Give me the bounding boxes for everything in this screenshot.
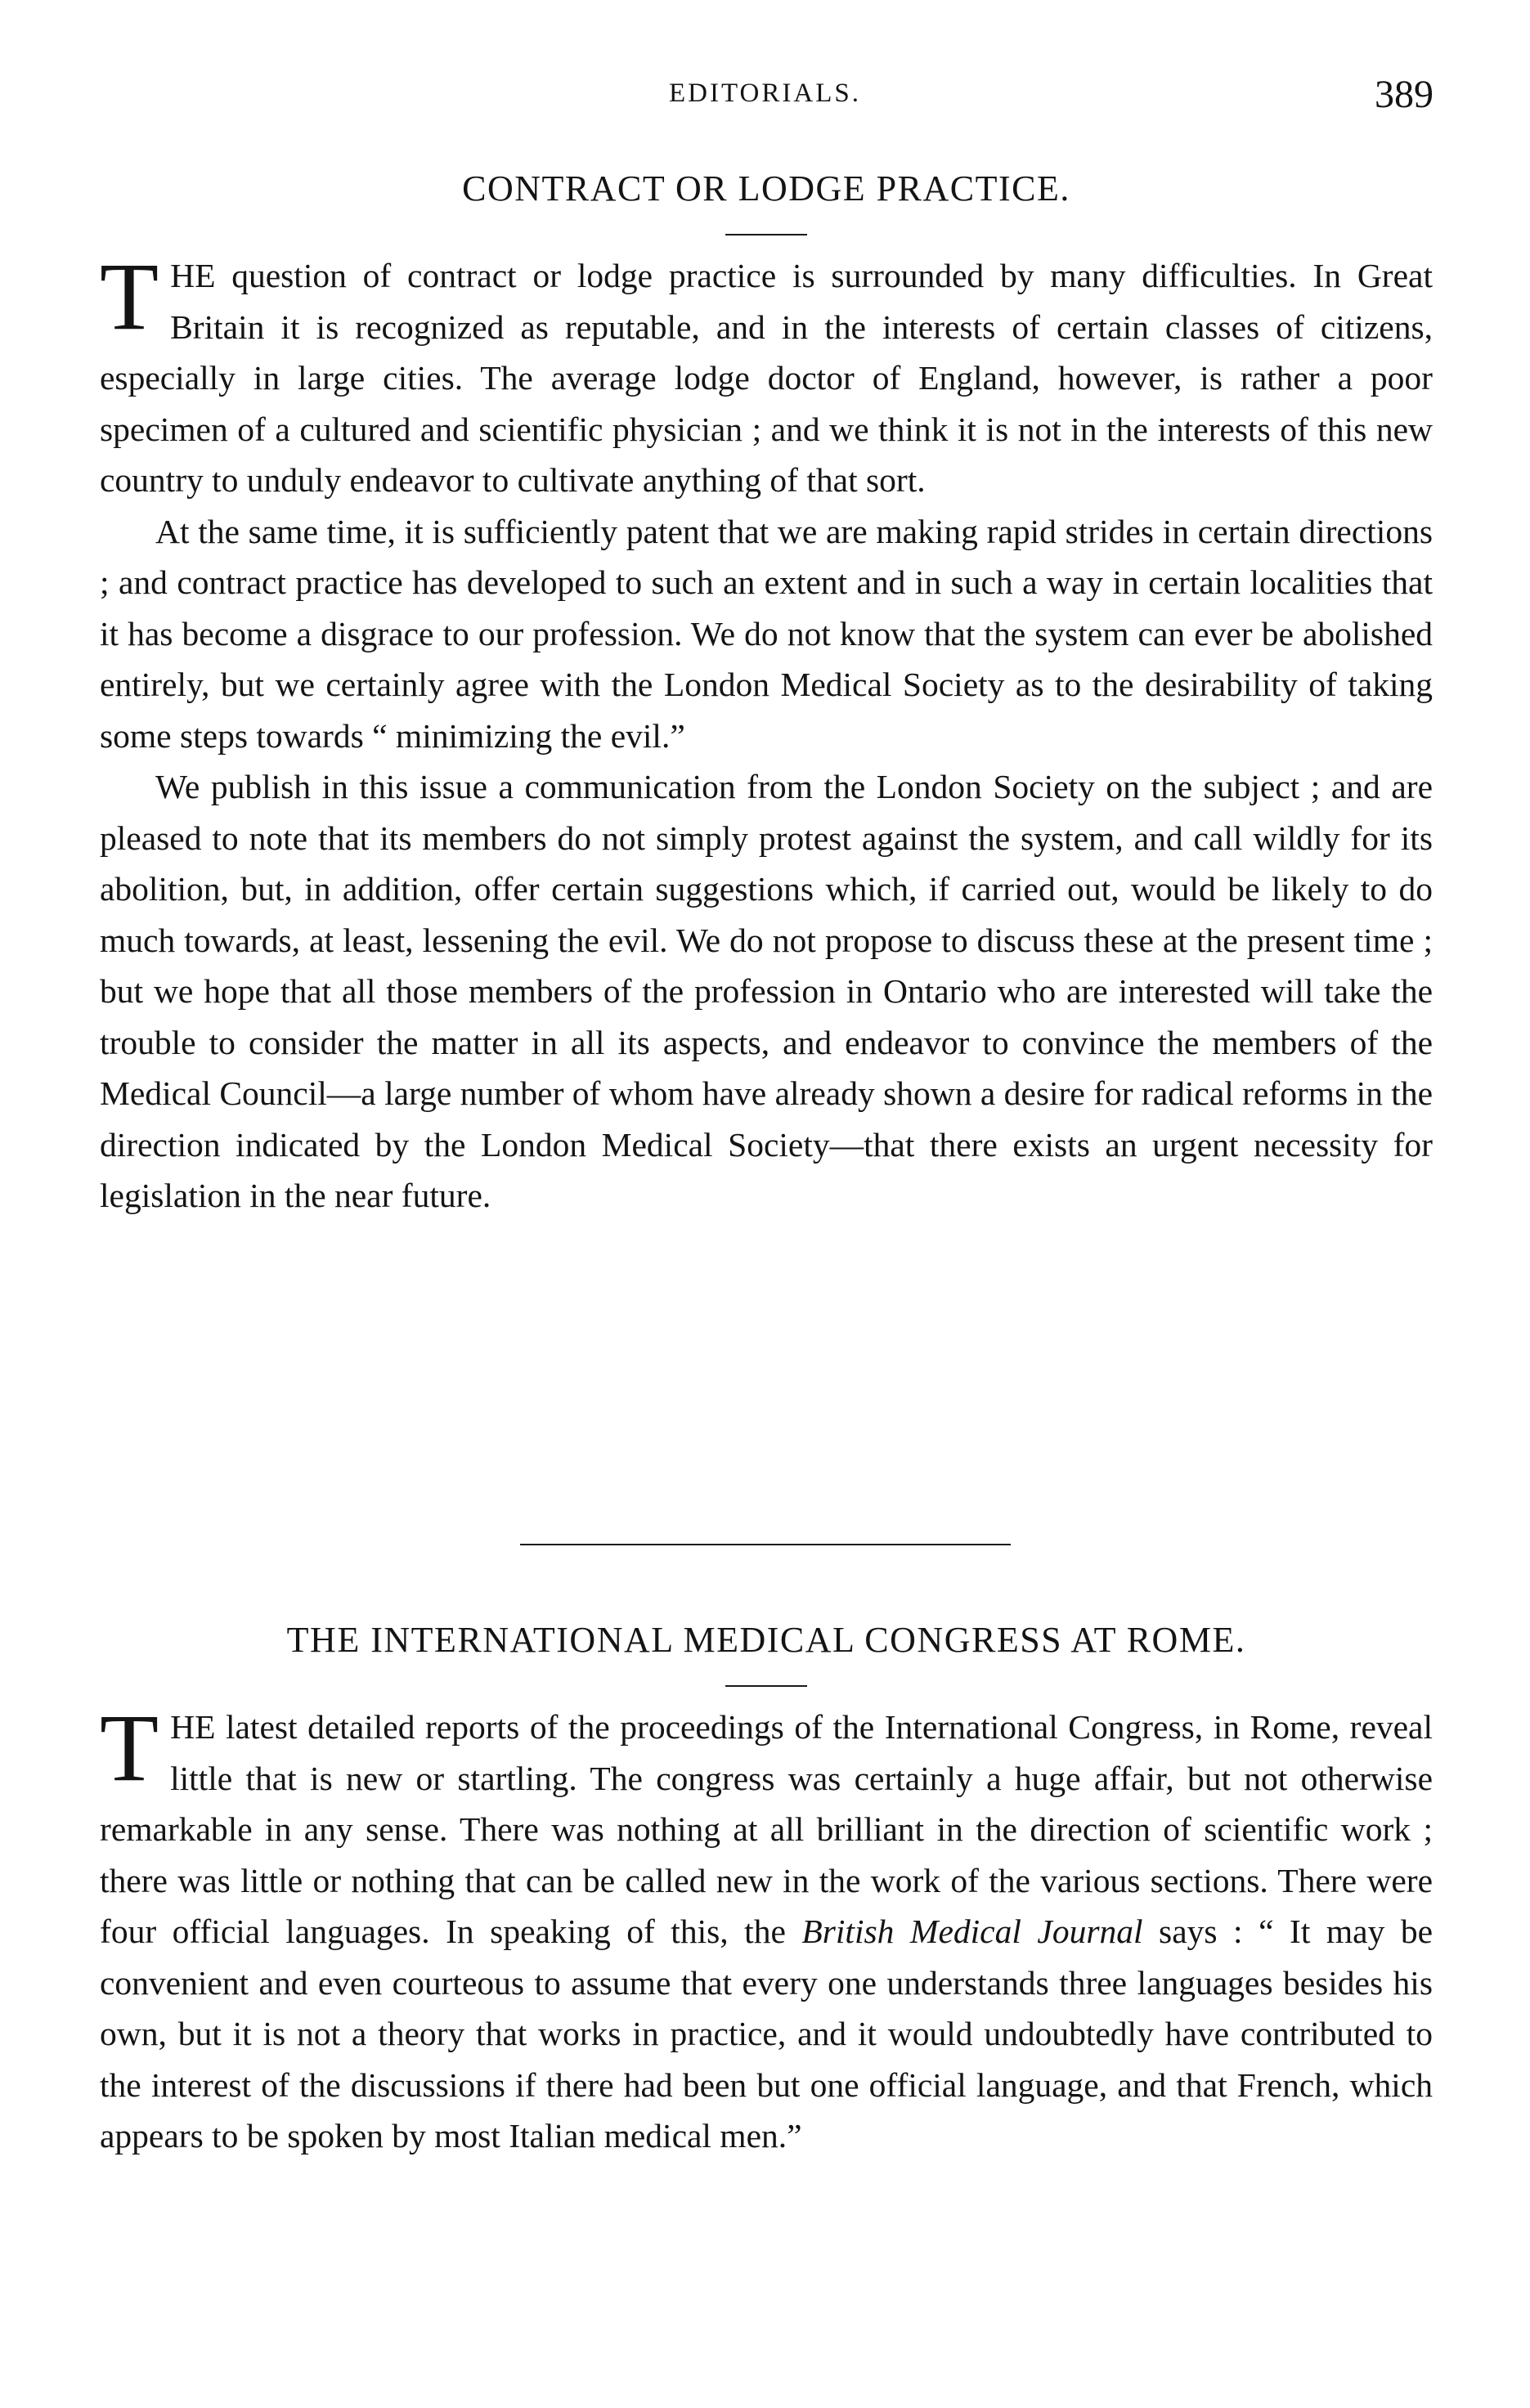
journal-name: British Medical Journal	[801, 1912, 1143, 1950]
paragraph: At the same time, it is sufficiently patent that we are making rapid strides in certain directions ; and contract practice has developed to such an extent and in such a way in certain localities that it has become a disgrace to our profession. We do not know that the system can ever be abolished entirely, but we certainly agree with the London Medical Society as to the desirability of taking some steps towards “ minimizing the evil.”	[100, 512, 1433, 755]
running-title: EDITORIALS.	[669, 78, 861, 108]
article-international-medical-congress	[100, 1619, 1433, 2162]
paragraph-text: says : “ It may be convenient and even courteous to assume that every one understands three languages besides his own, but it is not a theory that works in practice, and it would undoubtedly have contributed to the interest of the discussions if there had been but one official language, and that French, which appears to be spoken by most Italian medical men.”	[100, 1912, 1434, 2155]
paragraph-text: HE latest detailed reports of the proceedings of the International Congress, in Rome, reveal little that is new or startling. The congress was certainly a huge affair, but not otherwise remarkable in any sense. There was nothing at all brilliant in the direction of scientific work ; there was little or nothing that can be called new in the work of the various sections. There were four official languages. In speaking of this, the	[100, 1708, 1433, 1950]
article-body	[100, 243, 1433, 1222]
section-divider	[520, 1544, 1011, 1545]
title-rule	[725, 234, 807, 235]
article-title: THE INTERNATIONAL MEDICAL CONGRESS AT ROME.	[286, 1620, 1246, 1660]
running-header	[0, 72, 1530, 121]
drop-cap: T	[100, 1694, 159, 1801]
drop-cap: T	[100, 243, 159, 350]
paragraph	[100, 1694, 1434, 2162]
article-body	[100, 1694, 1434, 2162]
article-title: CONTRACT OR LODGE PRACTICE.	[462, 168, 1070, 209]
paragraph	[100, 243, 1433, 506]
paragraph-text: HE question of contract or lodge practice is surrounded by many difficulties. In Great Britain it is recognized as reputable, and in the interests of certain classes of citizens, especially in large cities. The average lodge doctor of England, however, is rather a poor specimen of a cultured and scientific physician ; and we think it is not in the interests of this new country to unduly endeavor to cultivate anything of that sort.	[100, 257, 1433, 499]
paragraph: We publish in this issue a communication from the London Society on the subject ; and are pleased to note that its members do not simply protest against the system, and call wildly for its abolition, but, in addition, offer certain suggestions which, if carried out, would be likely to do much towards, at least, lessening the evil. We do not propose to discuss these at the present time ; but we hope that all those members of the profession in Ontario who are interested will take the trouble to consider the matter in all its aspects, and endeavor to convince the members of the Medical Council—a large number of whom have already shown a desire for radical reforms in the direction indicated by the London Medical Society—that there exists an urgent necessity for legislation in the near future.	[100, 768, 1433, 1214]
title-rule	[725, 1685, 807, 1687]
page-number: 389	[1375, 73, 1434, 116]
article-contract-lodge-practice	[100, 168, 1433, 1222]
